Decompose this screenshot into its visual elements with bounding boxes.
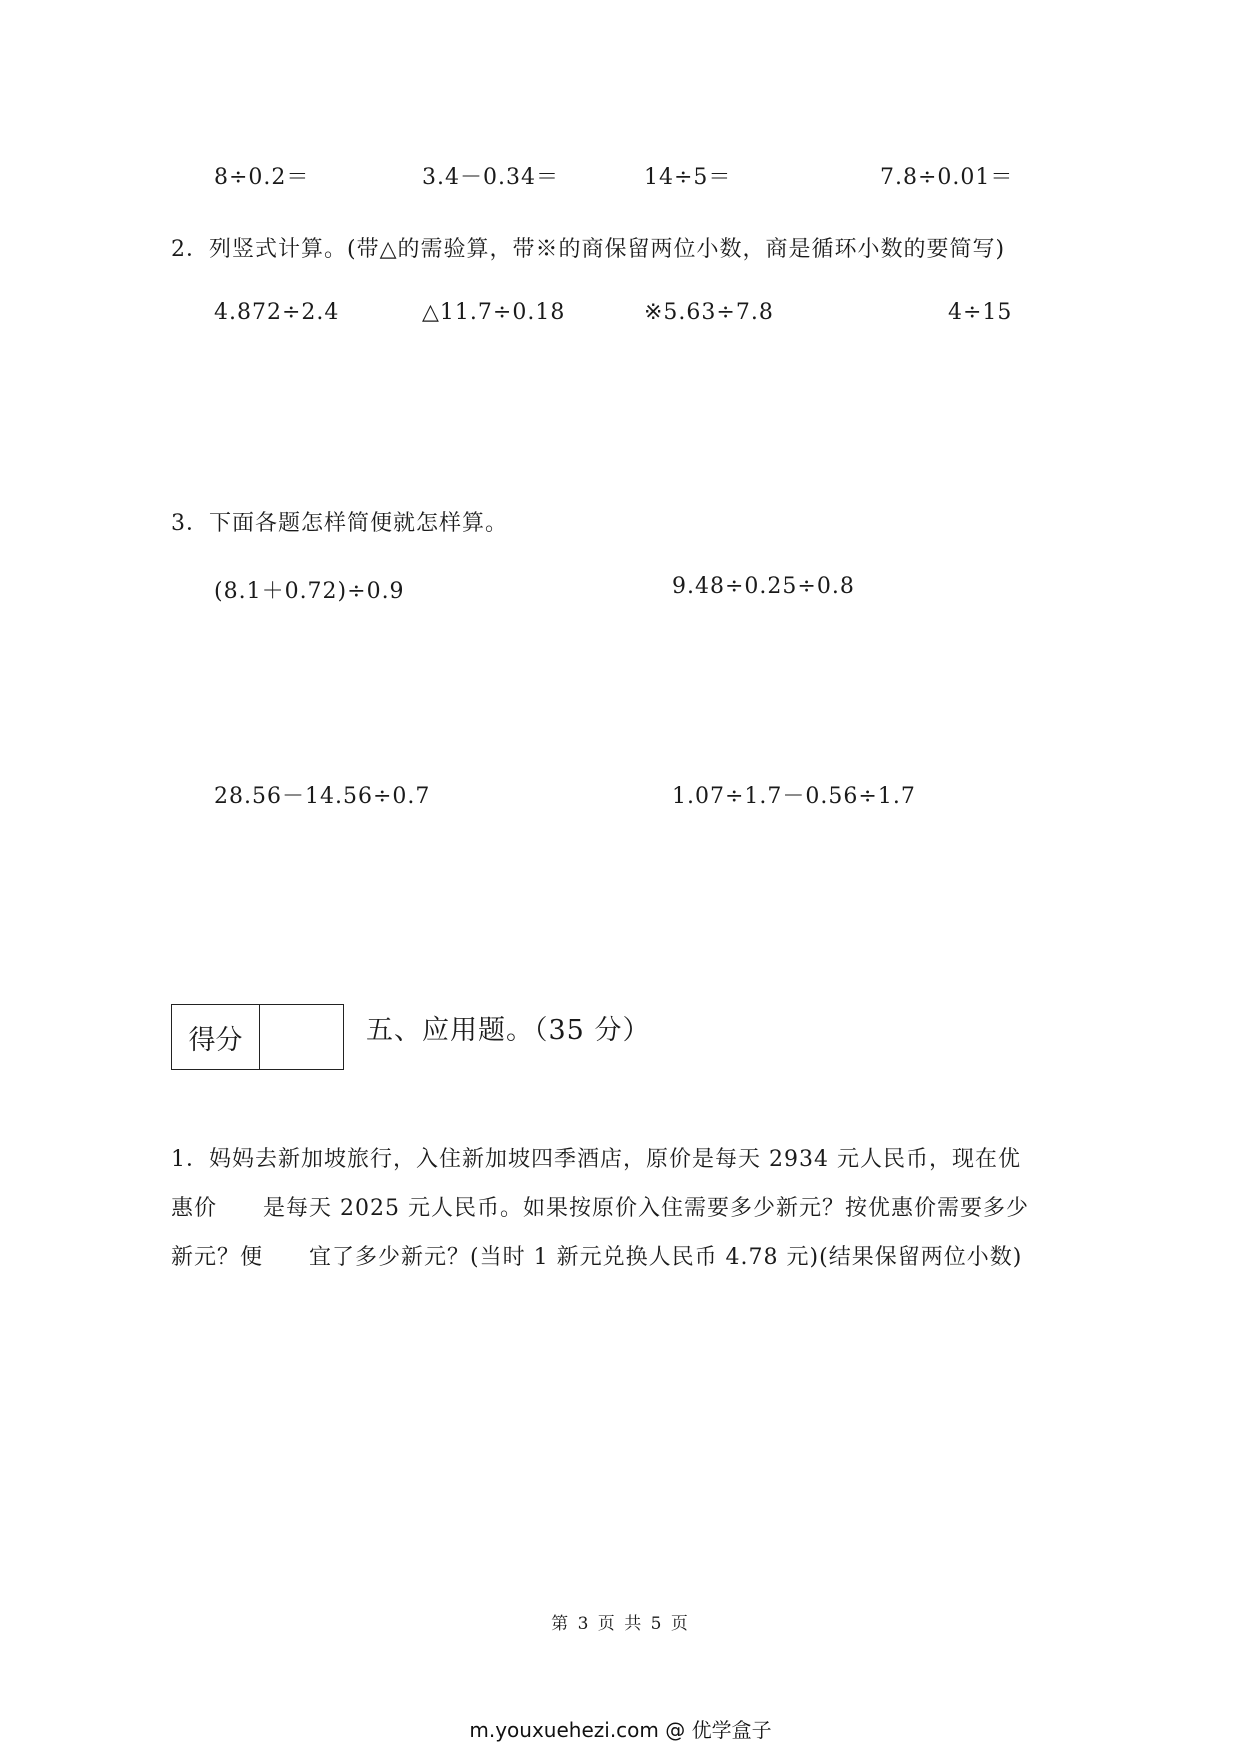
q3-expr-4: 1.07÷1.7－0.56÷1.7 xyxy=(672,784,916,809)
q1-expr-1: 8÷0.2＝ xyxy=(214,165,310,190)
q3-expr-1: (8.1＋0.72)÷0.9 xyxy=(214,579,405,604)
q2-expr-3: ※5.63÷7.8 xyxy=(644,300,774,325)
score-value-field[interactable] xyxy=(260,1005,343,1069)
q1-expr-3: 14÷5＝ xyxy=(644,165,732,190)
q3-expr-2: 9.48÷0.25÷0.8 xyxy=(672,574,855,599)
q1-expr-4: 7.8÷0.01＝ xyxy=(880,165,1014,190)
problem1-line-1: 1．妈妈去新加坡旅行，入住新加坡四季酒店，原价是每天 2934 元人民币，现在优 xyxy=(171,1147,1021,1172)
section-5-title: 五、应用题。（35 分） xyxy=(366,1015,651,1046)
q3-expr-3: 28.56－14.56÷0.7 xyxy=(214,784,431,809)
q2-expr-1: 4.872÷2.4 xyxy=(214,300,340,325)
q2-expr-4: 4÷15 xyxy=(948,300,1013,325)
watermark: m.youxuehezi.com @ 优学盒子 xyxy=(469,1718,772,1742)
q2-title: 2．列竖式计算。(带△的需验算，带※的商保留两位小数，商是循环小数的要简写) xyxy=(171,237,1006,262)
score-label: 得分 xyxy=(172,1005,260,1069)
q2-expr-2: △11.7÷0.18 xyxy=(422,300,566,325)
score-box xyxy=(171,1004,344,1070)
q1-expr-2: 3.4－0.34＝ xyxy=(422,165,559,190)
problem1-line-3: 新元？便 宜了多少新元？(当时 1 新元兑换人民币 4.78 元)(结果保留两位小数) xyxy=(171,1245,1023,1270)
page-footer: 第 3 页 共 5 页 xyxy=(551,1614,690,1634)
problem1-line-2: 惠价 是每天 2025 元人民币。如果按原价入住需要多少新元？按优惠价需要多少 xyxy=(171,1196,1029,1221)
q3-title: 3．下面各题怎样简便就怎样算。 xyxy=(171,511,508,536)
